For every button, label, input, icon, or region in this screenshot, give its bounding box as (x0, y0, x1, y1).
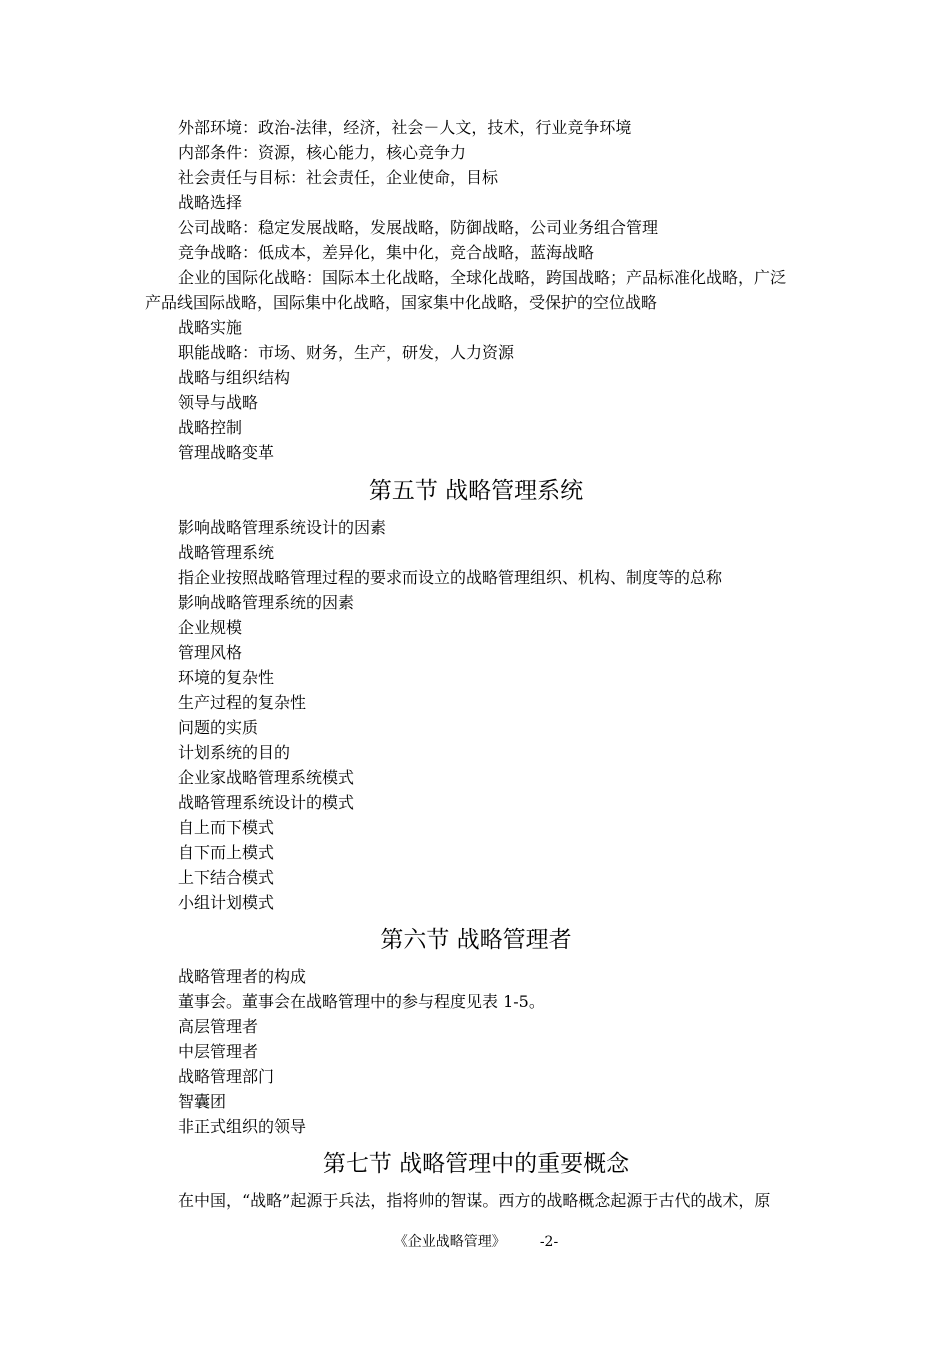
text-line: 公司战略：稳定发展战略，发展战略，防御战略，公司业务组合管理 (178, 218, 659, 237)
text-line: 企业的国际化战略：国际本土化战略，全球化战略，跨国战略；产品标准化战略，广泛 (178, 268, 787, 287)
text-line-continuation: 产品线国际战略，国际集中化战略，国家集中化战略，受保护的空位战略 (145, 293, 658, 312)
footer-book-title: 《企业战略管理》 (393, 1234, 506, 1250)
text-line: 指企业按照战略管理过程的要求而设立的战略管理组织、机构、制度等的总称 (178, 568, 723, 587)
section-heading: 第七节 战略管理中的重要概念 (322, 1151, 630, 1177)
text-line: 领导与战略 (178, 393, 259, 412)
text-line: 管理风格 (178, 643, 243, 662)
text-line: 战略实施 (178, 318, 243, 337)
text-line: 在中国，“战略”起源于兵法，指将帅的智谋。西方的战略概念起源于古代的战术，原 (178, 1191, 771, 1210)
section7-body (178, 1188, 828, 1213)
section-heading: 第五节 战略管理系统 (368, 478, 584, 504)
text-line: 竞争战略：低成本，差异化，集中化，竞合战略，蓝海战略 (178, 243, 595, 262)
text-line: 计划系统的目的 (178, 743, 291, 762)
text-line: 战略与组织结构 (178, 368, 291, 387)
text-line: 社会责任与目标：社会责任，企业使命，目标 (178, 168, 499, 187)
text-line: 外部环境：政治-法律，经济，社会－人文，技术，行业竞争环境 (178, 118, 632, 137)
text-line: 董事会。董事会在战略管理中的参与程度见表 1-5。 (178, 992, 545, 1011)
text-line: 非正式组织的领导 (178, 1117, 307, 1136)
page-number: -2- (539, 1234, 559, 1250)
text-line: 小组计划模式 (178, 893, 275, 912)
text-line: 高层管理者 (178, 1017, 259, 1036)
section6-body (178, 964, 818, 1139)
text-line: 企业规模 (178, 618, 243, 637)
text-line: 生产过程的复杂性 (178, 693, 307, 712)
text-line: 战略管理部门 (178, 1067, 275, 1086)
text-line: 问题的实质 (178, 718, 259, 737)
text-line: 中层管理者 (178, 1042, 259, 1061)
page-footer (0, 1232, 952, 1252)
text-line: 战略控制 (178, 418, 243, 437)
text-line: 环境的复杂性 (178, 668, 275, 687)
text-line: 战略选择 (178, 193, 243, 212)
text-line: 管理战略变革 (178, 443, 275, 462)
text-line: 内部条件：资源，核心能力，核心竞争力 (178, 143, 467, 162)
section-heading: 第六节 战略管理者 (380, 927, 572, 953)
text-line: 自上而下模式 (178, 818, 275, 837)
text-line: 企业家战略管理系统模式 (178, 768, 355, 787)
text-line: 战略管理系统 (178, 543, 275, 562)
text-line: 自下而上模式 (178, 843, 275, 862)
strategy-overview-block (178, 115, 818, 290)
text-line: 影响战略管理系统设计的因素 (178, 518, 387, 537)
text-line: 战略管理系统设计的模式 (178, 793, 355, 812)
strategy-implementation-block (178, 315, 818, 465)
text-line: 职能战略：市场、财务，生产，研发，人力资源 (178, 343, 515, 362)
text-line: 上下结合模式 (178, 868, 275, 887)
text-line: 影响战略管理系统的因素 (178, 593, 355, 612)
section5-body (178, 515, 818, 915)
text-line: 智囊团 (178, 1092, 227, 1111)
text-line: 战略管理者的构成 (178, 967, 307, 986)
